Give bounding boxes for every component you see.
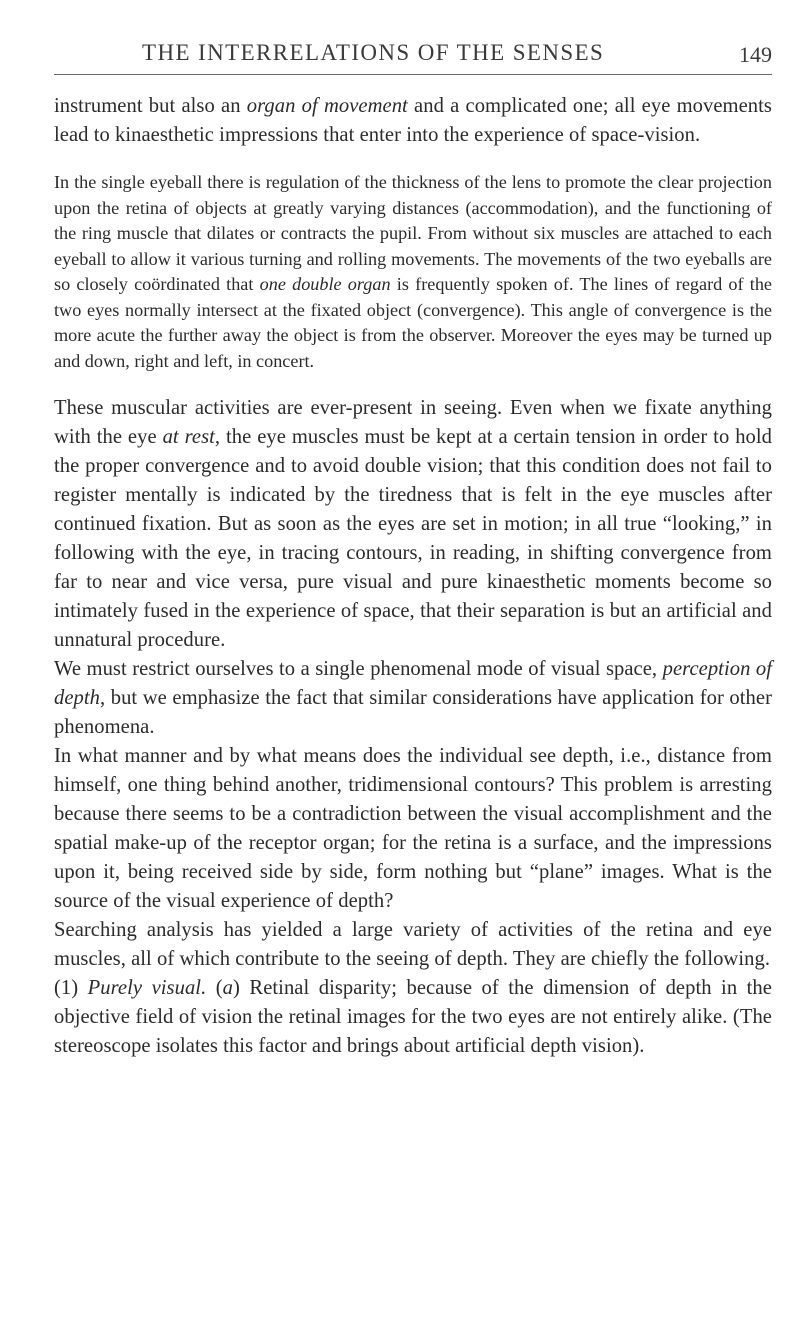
paragraph-4-text-2: , but we emphasize the fact that similar considerations have application for other phenomena. bbox=[54, 687, 772, 738]
paragraph-7-text-1: (1) bbox=[54, 977, 88, 999]
paragraph-2-text-2: is frequently spoken of. The lines of regard of the two eyes normally intersect at the fixated object (convergence). This angle of convergence is the more acute the further away the object is from the observer. Moreover the eyes may be turned up and down, right and left, in concert. bbox=[54, 274, 773, 371]
running-title: THE INTERRELATIONS OF THE SENSES bbox=[142, 40, 605, 65]
paragraph-4-emphasis: perception of depth bbox=[54, 658, 773, 709]
paragraph-7-text-3: ) Retinal disparity; because of the dimension of depth in the objective field of vision the retinal images for the two eyes are not entirely alike. (The stereoscope isolates this factor and brings about artificial depth vision). bbox=[54, 977, 772, 1057]
paragraph-3-text-1: These muscular activities are ever-present in seeing. Even when we fixate anything with the eye bbox=[54, 397, 772, 448]
paragraph-3-emphasis: at rest bbox=[162, 426, 215, 448]
paragraph-6-text-1: Searching analysis has yielded a large variety of activities of the retina and eye muscles, all of which contribute to the seeing of depth. They are chiefly the following. bbox=[54, 919, 772, 970]
paragraph-7-emphasis-1: Purely visual. bbox=[87, 977, 207, 999]
paragraph-2 bbox=[54, 170, 772, 374]
paragraph-5 bbox=[54, 742, 772, 916]
paragraph-1 bbox=[54, 92, 772, 150]
paragraph-3-text-2: , the eye muscles must be kept at a certain tension in order to hold the proper convergence and to avoid double vision; that this condition does not fail to register mentally is indicated by the tiredness that is felt in the eye muscles after continued fixation. But as soon as the eyes are set in motion; in all true “looking,” in following with the eye, in tracing contours, in reading, in shifting convergence from far to near and vice versa, pure visual and pure kinaesthetic moments become so intimately fused in the experience of space, that their separation is but an artificial and unnatural procedure. bbox=[54, 426, 773, 651]
paragraph-1-text-2: and a complicated one; all eye movements lead to kinaesthetic impressions that enter into the experience of space-vision. bbox=[54, 95, 772, 146]
paragraph-2-text-1: In the single eyeball there is regulation of the thickness of the lens to promote the clear projection upon the retina of objects at greatly varying distances (accommodation), and the functioning of the ring muscle that dilates or contracts the pupil. From without six muscles are attached to each eyeball to allow it various turning and rolling movements. The movements of the two eyeballs are so closely coördinated that bbox=[54, 172, 772, 294]
paragraph-5-text-1: In what manner and by what means does the individual see depth, i.e., distance from himself, one thing behind another, tridimensional contours? This problem is arresting because there seems to be a contradiction between the visual accomplishment and the spatial make-up of the receptor organ; for the retina is a surface, and the impressions upon it, being received side by side, form nothing but “plane” images. What is the source of the visual experience of depth? bbox=[54, 745, 772, 912]
paragraph-1-emphasis: organ of movement bbox=[246, 95, 408, 117]
header-rule bbox=[54, 74, 772, 75]
paragraph-1-text-1: instrument but also an bbox=[54, 95, 247, 117]
paragraph-7-text-2: ( bbox=[206, 977, 223, 999]
page-number: 149 bbox=[739, 42, 772, 67]
book-page bbox=[54, 40, 772, 1061]
paragraph-2-emphasis: one double organ bbox=[259, 274, 391, 294]
paragraph-7 bbox=[54, 974, 772, 1061]
running-head bbox=[54, 40, 772, 80]
paragraph-4 bbox=[54, 655, 772, 742]
paragraph-7-emphasis-2: a bbox=[222, 977, 234, 999]
paragraph-3 bbox=[54, 394, 772, 655]
paragraph-4-text-1: We must restrict ourselves to a single phenomenal mode of visual space, bbox=[54, 658, 663, 680]
paragraph-6 bbox=[54, 916, 772, 974]
